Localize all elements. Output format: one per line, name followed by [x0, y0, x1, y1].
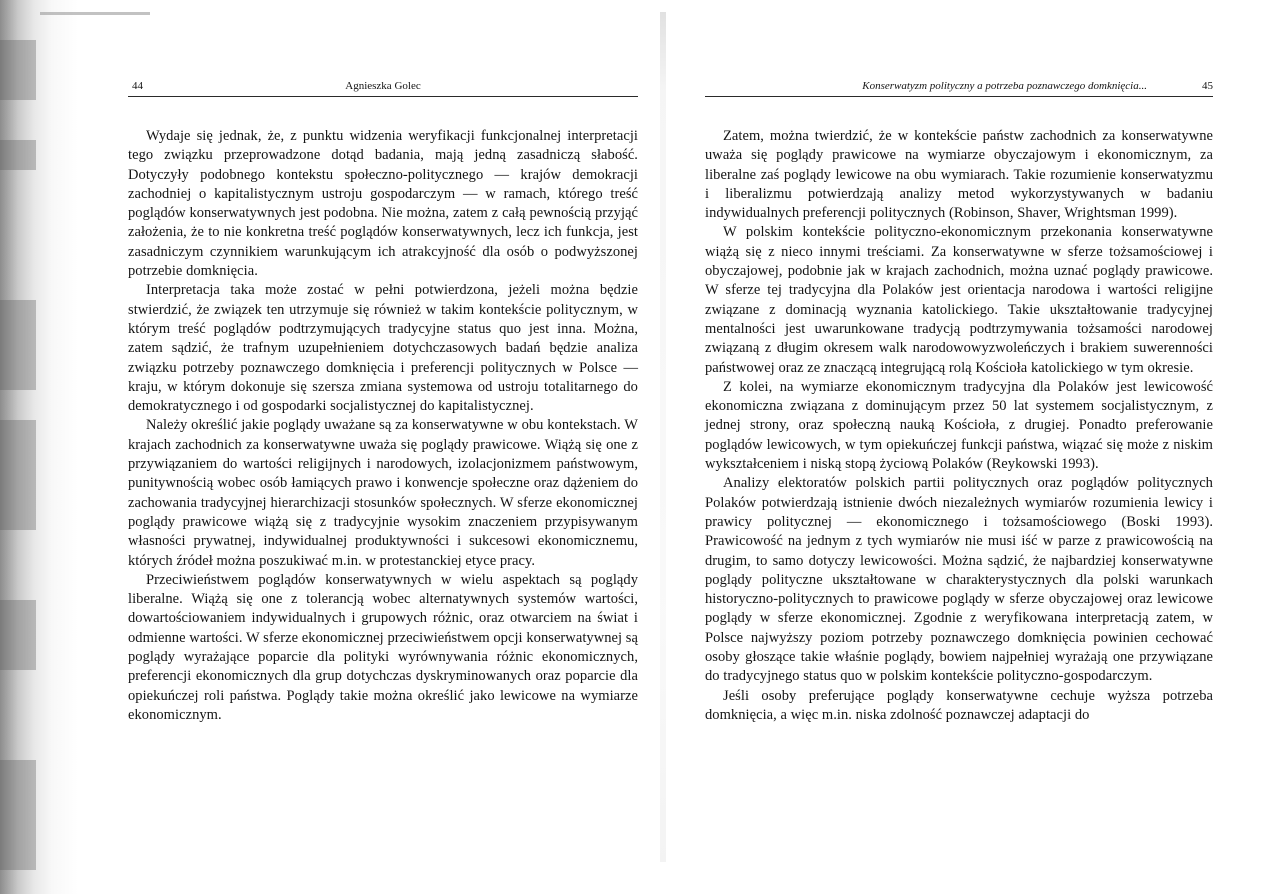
paragraph: Zatem, można twierdzić, że w kontekście państw zachodnich za konserwatywne uważa się poglądy prawicowe na wymiarze obyczajowym i ekonomicznym, za liberalne zaś poglądy lewicowe na obu wymiarach. Takie rozumienie konserwatyzmu i liberalizmu potwierdzają analizy metod wykorzystywanych w badaniu indywidualnych preferencji politycznych (Robinson, Shaver, Wrightsman 1999). — [705, 128, 1213, 222]
paragraph: Jeśli osoby preferujące poglądy konserwatywne cechuje wyższa potrzeba domknięcia, a więc m.in. niska zdolność poznawczej adaptacji do — [705, 687, 1213, 723]
scan-smudge — [40, 12, 150, 15]
paragraph: Z kolei, na wymiarze ekonomicznym tradycyjna dla Polaków jest lewicowość ekonomiczna związana z dominującym przez 50 lat systemem socjalistycznym, z jednej strony, oraz społeczną nauką Kościoła, z drugiej. Ponadto preferowanie poglądów lewicowych, w tym opiekuńczej funkcji państwa, wiązać się może z niskim wykształceniem i niską stopą życiową Polaków (Reykowski 1993). — [705, 378, 1213, 473]
right-running-header — [705, 78, 1213, 97]
paragraph: W polskim kontekście polityczno-ekonomicznym przekonania konserwatywne wiążą się z nieco innymi treściami. Za konserwatywne w sferze tożsamościowej i obyczajowej, podobnie jak w krajach zachodnich, można uznać poglądy prawicowe. W sferze tej tradycyjna dla Polaków jest orientacja narodowa i wartości religijne związane z dominacją wyznania katolickiego. Takie ukształtowanie tradycyjnej mentalności jest uwarunkowane tradycją podtrzymywania tożsamości narodowej związaną z długim okresem walk narodowowyzwoleńczych i brakiem suwerenności państwowej oraz ze znaczącą integrującą rolą Kościoła katolickiego w tym okresie. — [705, 224, 1213, 376]
paragraph: Analizy elektoratów polskich partii politycznych oraz poglądów politycznych Polaków potwierdzają istnienie dwóch niezależnych wymiarów rozumienia lewicy i prawicy politycznej — ekonomicznego i tożsamościowego (Boski 1993). Prawicowość na jednym z tych wymiarów nie musi iść w parze z prawicowością na drugim, to samo dotyczy lewicowości. Można sądzić, że najbardziej konserwatywne poglądy polityczne ukształtowane w charakterystycznych dla polski warunkach historyczno-politycznych to prawicowe poglądy w sferze obyczajowej oraz lewicowe poglądy w sferze ekonomicznej. Zgodnie z weryfikowana interpretacją zatem, w Polsce najwyższy poziom potrzeby poznawczego domknięcia powinien cechować osoby głoszące takie właśnie poglądy, bowiem najpełniej wyrażają one przywiązane do tradycyjnego status quo w polskim kontekście polityczno-gospodarczym. — [705, 475, 1213, 685]
left-page — [128, 78, 638, 725]
left-running-title: Agnieszka Golec — [345, 80, 421, 92]
paragraph: Przeciwieństwem poglądów konserwatywnych w wielu aspektach są poglądy liberalne. Wiążą się one z tolerancją wobec alternatywnych systemów wartości, dowartościowaniem indywidualnych i grupowych różnic, oraz otwarciem na świat i odmienne wartości. W sferze ekonomicznej przeciwieństwem opcji konserwatywnej są poglądy wyrażające poparcie dla polityki wyrównywania różnic ekonomicznych, preferencji ekonomicznych dla grup dotychczas dyskryminowanych oraz poparcie dla opiekuńczej roli państwa. Poglądy takie można określić jako lewicowe na wymiarze ekonomicznym. — [128, 571, 638, 723]
right-page — [705, 78, 1213, 725]
right-page-number: 45 — [1202, 80, 1213, 92]
book-gutter — [660, 12, 666, 862]
scan-binding-edge — [0, 0, 78, 894]
left-page-body — [128, 127, 638, 725]
paragraph: Wydaje się jednak, że, z punktu widzenia weryfikacji funkcjonalnej interpretacji tego związku przeprowadzone dotąd badania, mają jedną zasadniczą słabość. Dotyczyły podobnego kontekstu społeczno-politycznego — krajów demokracji zachodniej o kapitalistycznym ustroju gospodarczym — w ramach, którego treść poglądów konserwatywnych jest podobna. Nie można, zatem z całą pewnością przyjąć założenia, że to nie konkretna treść poglądów konserwatywnych, lecz ich funkcja, jest zasadniczym czynnikiem warunkującym ich atrakcyjność dla osób o podwyższonej potrzebie domknięcia. — [128, 128, 638, 280]
left-page-number: 44 — [132, 80, 143, 92]
paragraph: Należy określić jakie poglądy uważane są za konserwatywne w obu kontekstach. W krajach zachodnich za konserwatywne uważa się poglądy prawicowe. Wiążą się one z przywiązaniem do wartości religijnych i narodowych, izolacjonizmem państwowym, punitywnością wobec osób łamiących prawo i konwencje społeczne oraz dążeniem do zachowania tradycyjnej hierarchizacji stosunków społecznych. W sferze ekonomicznej poglądy prawicowe wiążą się z tradycyjnie wysokim znaczeniem przypisywanym własności prywatnej, indywidualnej produktywności i sukcesowi ekonomicznemu, których źródeł można poszukiwać m.in. w protestanckiej etyce pracy. — [128, 417, 638, 569]
right-running-title: Konserwatyzm polityczny a potrzeba poznawczego domknięcia... — [862, 80, 1147, 92]
left-running-header — [128, 78, 638, 97]
paragraph: Interpretacja taka może zostać w pełni potwierdzona, jeżeli można będzie stwierdzić, że związek ten utrzymuje się również w takim kontekście politycznym, w którym treść poglądów podtrzymujących tradycyjne status quo jest inna. Można, zatem sądzić, że trafnym uzupełnieniem dotychczasowych badań będzie analiza związku potrzeby poznawczego domknięcia i preferencji politycznych w Polsce — kraju, w którym dokonuje się szersza zmiana systemowa od ustroju totalitarnego do demokratycznego i od gospodarki socjalistycznej do kapitalistycznej. — [128, 282, 638, 415]
right-page-body — [705, 127, 1213, 725]
